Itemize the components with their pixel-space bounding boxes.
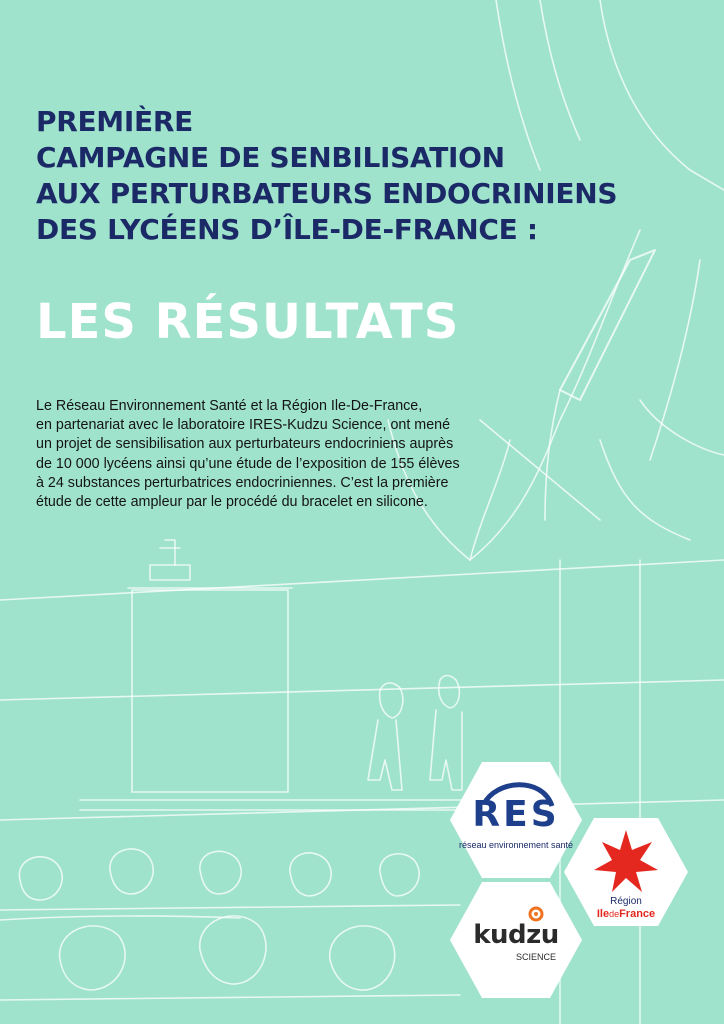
body-line: étude de cette ampleur par le procédé du bracelet en silicone. [36,494,428,511]
res-letters: RES [472,794,560,835]
region-name-de: de [609,909,620,919]
kudzu-name: kudzu [473,920,559,950]
region-label: Région [610,896,642,907]
body-line: de 10 000 lycéens ainsi qu’une étude de l’exposition de 155 élèves [36,455,460,472]
main-title [36,104,617,248]
title-line: DES LYCÉENS D’ÎLE-DE-FRANCE : [36,213,538,246]
title-line: AUX PERTURBATEURS ENDOCRINIENS [36,177,618,210]
res-tagline: réseau environnement santé [458,840,574,850]
region-name-france: France [619,908,656,920]
kudzu-science-logo [448,880,584,1000]
title-line: CAMPAGNE DE SENBILISATION [36,141,505,174]
intro-paragraph [36,397,506,512]
body-line: en partenariat avec le laboratoire IRES-Kudzu Science, ont mené [36,417,451,434]
results-heading: LES RÉSULTATS [36,294,460,350]
region-name-ile: Ile [596,908,610,920]
kudzu-sub: SCIENCE [515,952,556,962]
body-line: un projet de sensibilisation aux perturbateurs endocriniens auprès [36,436,454,453]
title-line: PREMIÈRE [36,105,193,138]
body-line: Le Réseau Environnement Santé et la Région Ile-De-France, [36,398,423,414]
body-line: à 24 substances perturbatrices endocriniennes. C’est la première [36,474,449,491]
